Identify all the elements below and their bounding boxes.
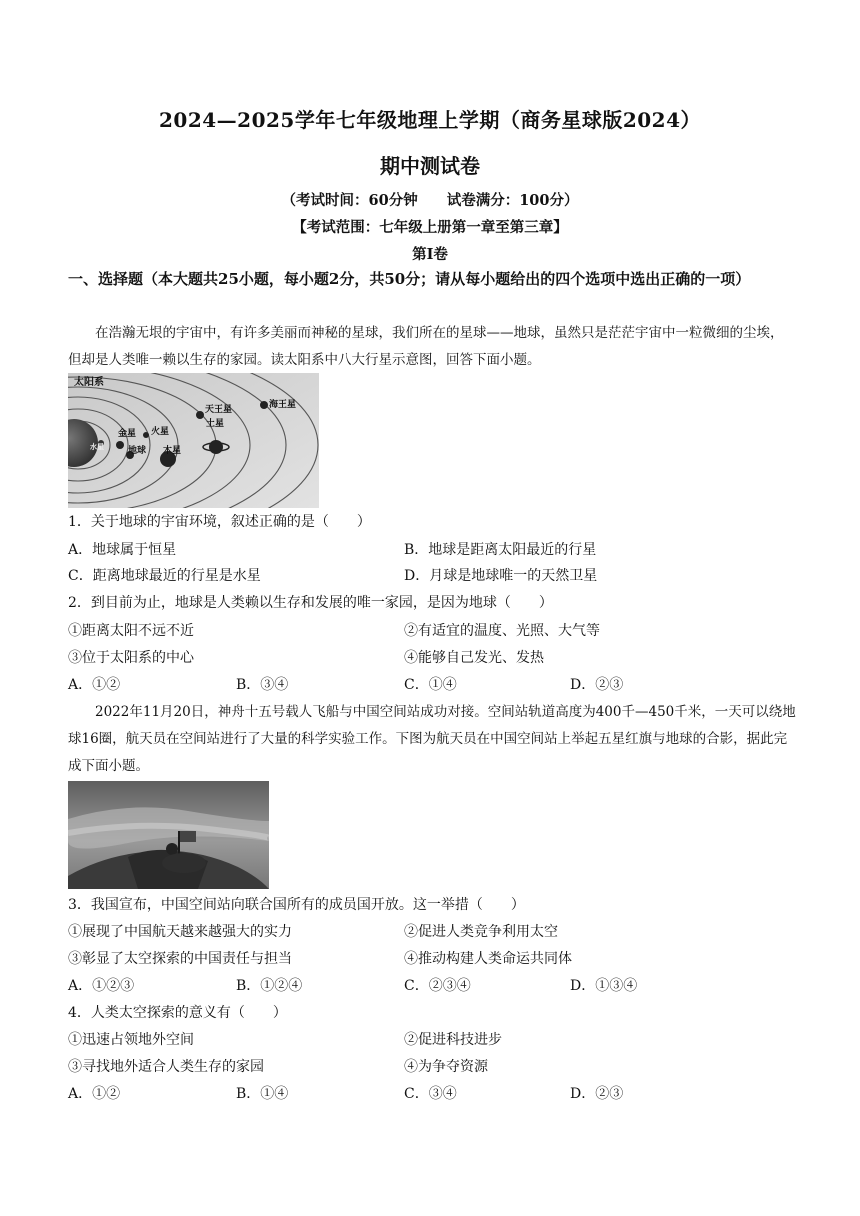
question-2-stem: 2．到目前为止，地球是人类赖以生存和发展的唯一家园，是因为地球（ ） [68,595,553,611]
q2-option-c[interactable]: C．①④ [404,677,457,693]
q1-option-b[interactable]: B．地球是距离太阳最近的行星 [404,542,597,558]
exam-info: （考试时间：60分钟 试卷满分：100分） [281,192,579,209]
passage-1: 在浩瀚无垠的宇宙中，有许多美丽而神秘的星球，我们所在的星球——地球，虽然只是茫茫宇宙中一粒微细的尘埃，但却是人类唯一赖以生存的家园。读太阳系中八大行星示意图，回答下面小题。 [68,325,784,368]
passage-2: 2022年11月20日，神舟十五号载人飞船与中国空间站成功对接。空间站轨道高度为400千—450千米，一天可以绕地球16圈，航天员在空间站进行了大量的科学实验工作。下图为航天员在中国空间站上举起五星红旗与地球的合影，据此完成下面小题。 [68,704,796,774]
flag-icon [180,831,196,842]
exam-subtitle: 期中测试卷 [380,154,480,178]
volume-label: 第Ⅰ卷 [412,246,448,263]
svg-text:水星: 水星 [90,443,104,451]
q4-option-b[interactable]: B．①④ [236,1086,289,1102]
neptune-icon [260,401,268,409]
q2-option-a[interactable]: A．①② [68,677,121,693]
q4-option-a[interactable]: A．①② [68,1086,121,1102]
q3-statement-4: ④推动构建人类命运共同体 [404,951,572,967]
q4-option-c[interactable]: C．③④ [404,1086,457,1102]
q3-statement-1: ①展现了中国航天越来越强大的实力 [68,924,292,940]
question-4-stem: 4．人类太空探索的意义有（ ） [68,1005,287,1021]
q3-option-b[interactable]: B．①②④ [236,978,303,994]
figure-title: 太阳系 [74,377,104,388]
svg-text:金星: 金星 [118,429,137,439]
q1-option-a[interactable]: A．地球属于恒星 [68,542,177,558]
mars-icon [143,432,149,438]
question-3-stem: 3．我国宣布，中国空间站向联合国所有的成员国开放。这一举措（ ） [68,897,525,913]
q4-statement-1: ①迅速占领地外空间 [68,1032,194,1048]
exam-title: 2024—2025学年七年级地理上学期（商务星球版2024） [159,108,701,132]
svg-text:土星: 土星 [206,419,225,429]
q3-statement-3: ③彰显了太空探索的中国责任与担当 [68,951,292,967]
venus-icon [116,441,124,449]
svg-text:木星: 木星 [163,446,182,456]
q3-option-c[interactable]: C．②③④ [404,978,471,994]
svg-text:火星: 火星 [151,427,170,437]
q3-option-a[interactable]: A．①②③ [68,978,135,994]
q1-option-c[interactable]: C．距离地球最近的行星是水星 [68,568,261,584]
q2-statement-1: ①距离太阳不远不近 [68,623,194,639]
q4-statement-4: ④为争夺资源 [404,1059,488,1075]
q2-statement-3: ③位于太阳系的中心 [68,650,194,666]
section-heading: 一、选择题（本大题共25小题，每小题2分，共50分；请从每小题给出的四个选项中选出正确的一项） [68,270,751,288]
q3-option-d[interactable]: D．①③④ [570,978,638,994]
svg-text:天王星: 天王星 [205,405,233,415]
solar-system-diagram [68,373,319,508]
uranus-icon [196,411,204,419]
q2-option-d[interactable]: D．②③ [570,677,624,693]
q4-option-d[interactable]: D．②③ [570,1086,624,1102]
svg-text:海王星: 海王星 [269,400,297,410]
q2-statement-4: ④能够自己发光、发热 [404,650,544,666]
q3-statement-2: ②促进人类竞争利用太空 [404,924,558,940]
q2-option-b[interactable]: B．③④ [236,677,289,693]
astronaut-flag-earth-image [68,781,269,889]
space-station-photo [68,781,269,889]
svg-text:地球: 地球 [128,446,147,456]
saturn-icon [209,440,223,454]
q4-statement-2: ②促进科技进步 [404,1032,502,1048]
question-1-stem: 1．关于地球的宇宙环境，叙述正确的是（ ） [68,514,371,530]
q4-statement-3: ③寻找地外适合人类生存的家园 [68,1059,264,1075]
exam-scope: 【考试范围：七年级上册第一章至第三章】 [292,219,568,236]
q2-statement-2: ②有适宜的温度、光照、大气等 [404,623,600,639]
solar-system-figure [68,373,319,508]
q1-option-d[interactable]: D．月球是地球唯一的天然卫星 [404,568,598,584]
